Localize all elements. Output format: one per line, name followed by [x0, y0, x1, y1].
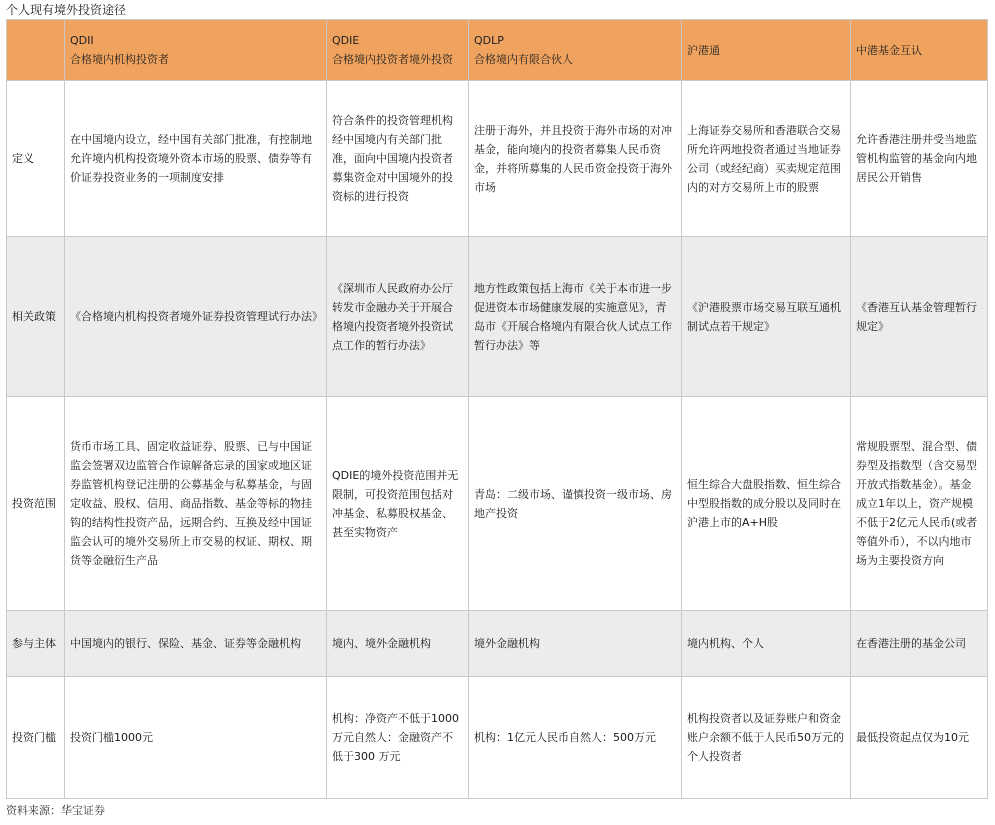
table-cell: 货币市场工具、固定收益证券、股票、已与中国证监会签署双边监管合作谅解备忘录的国家或地区证券监管机构登记注册的公募基金与私募基金，与固定收益、股权、信用、商品指数、基金等标的物挂钩的结构性投资产品，远期合约、互换及经中国证监会认可的境外交易所上市交易的权证、期权、期货等金融衍生产品	[65, 397, 327, 611]
header-code: 中港基金互认	[856, 43, 922, 57]
table-cell: 恒生综合大盘股指数、恒生综合中型股指数的成分股以及同时在沪港上市的A+H股	[682, 397, 851, 611]
table-cell: 青岛：二级市场、谨慎投资一级市场、房地产投资	[469, 397, 682, 611]
source-note: 资料来源：华宝证券	[6, 804, 105, 817]
table-cell: 在中国境内设立，经中国有关部门批准，有控制地允许境内机构投资境外资本市场的股票、债券等有价证券投资业务的一项制度安排	[65, 81, 327, 237]
row-label: 投资门槛	[7, 677, 65, 799]
table-row-threshold	[7, 677, 988, 799]
table-cell: 上海证券交易所和香港联合交易所允许两地投资者通过当地证券公司（或经纪商）买卖规定范围内的对方交易所上市的股票	[682, 81, 851, 237]
table-row-participants	[7, 611, 988, 677]
header-name: 合格境内机构投资者	[70, 53, 169, 66]
table-title: 个人现有境外投资途径	[6, 3, 127, 17]
table-cell: 机构：1亿元人民币自然人：500万元	[469, 677, 682, 799]
table-cell: 最低投资起点仅为10元	[851, 677, 988, 799]
header-cell-qdii	[65, 20, 327, 81]
row-label: 投资范围	[7, 397, 65, 611]
table-cell: 机构：净资产不低于1000万元自然人：金融资产不低于300 万元	[327, 677, 469, 799]
header-name: 合格境内有限合伙人	[474, 53, 573, 66]
header-cell-qdlp	[469, 20, 682, 81]
table-cell: 境内、境外金融机构	[327, 611, 469, 677]
table-cell: 《沪港股票市场交易互联互通机制试点若干规定》	[682, 237, 851, 397]
table-cell: 《深圳市人民政府办公厅转发市金融办关于开展合格境内投资者境外投资试点工作的暂行办法》	[327, 237, 469, 397]
table-cell: 《合格境内机构投资者境外证券投资管理试行办法》	[65, 237, 327, 397]
header-code: QDLP	[474, 34, 504, 47]
table-cell: 境内机构、个人	[682, 611, 851, 677]
table-cell: 注册于海外，并且投资于海外市场的对冲基金，能向境内的投资者募集人民币资金，并将所募集的人民币资金投资于海外市场	[469, 81, 682, 237]
header-code: QDII	[70, 34, 94, 47]
header-code: QDIE	[332, 34, 360, 47]
table-cell: 《香港互认基金管理暂行规定》	[851, 237, 988, 397]
table-cell: 中国境内的银行、保险、基金、证券等金融机构	[65, 611, 327, 677]
header-cell-empty	[7, 20, 65, 81]
table-cell: 境外金融机构	[469, 611, 682, 677]
table-cell: 符合条件的投资管理机构经中国境内有关部门批准，面向中国境内投资者募集资金对中国境外的投资标的进行投资	[327, 81, 469, 237]
row-label: 相关政策	[7, 237, 65, 397]
table-cell: QDIE的境外投资范围并无限制，可投资范围包括对冲基金、私募股权基金、甚至实物资产	[327, 397, 469, 611]
table-cell: 投资门槛1000元	[65, 677, 327, 799]
header-cell-qdie	[327, 20, 469, 81]
header-name: 合格境内投资者境外投资	[332, 53, 453, 66]
table-cell: 机构投资者以及证券账户和资金账户余额不低于人民币50万元的个人投资者	[682, 677, 851, 799]
header-cell-hk-shanghai-connect	[682, 20, 851, 81]
table-row-scope	[7, 397, 988, 611]
table-header-row	[7, 20, 988, 81]
table-cell: 地方性政策包括上海市《关于本市进一步促进资本市场健康发展的实施意见》，青岛市《开展合格境内有限合伙人试点工作暂行办法》等	[469, 237, 682, 397]
table-cell: 常规股票型、混合型、债券型及指数型（含交易型开放式指数基金）。基金成立1年以上，资产规模不低于2亿元人民币(或者等值外币），不以内地市场为主要投资方向	[851, 397, 988, 611]
table-cell: 在香港注册的基金公司	[851, 611, 988, 677]
table-cell: 允许香港注册并受当地监管机构监管的基金向内地居民公开销售	[851, 81, 988, 237]
table-row-policy	[7, 237, 988, 397]
header-code: 沪港通	[687, 43, 720, 57]
table-row-definition	[7, 81, 988, 237]
row-label: 参与主体	[7, 611, 65, 677]
row-label: 定义	[7, 81, 65, 237]
investment-channels-table	[6, 19, 988, 799]
header-cell-mutual-fund-recognition	[851, 20, 988, 81]
